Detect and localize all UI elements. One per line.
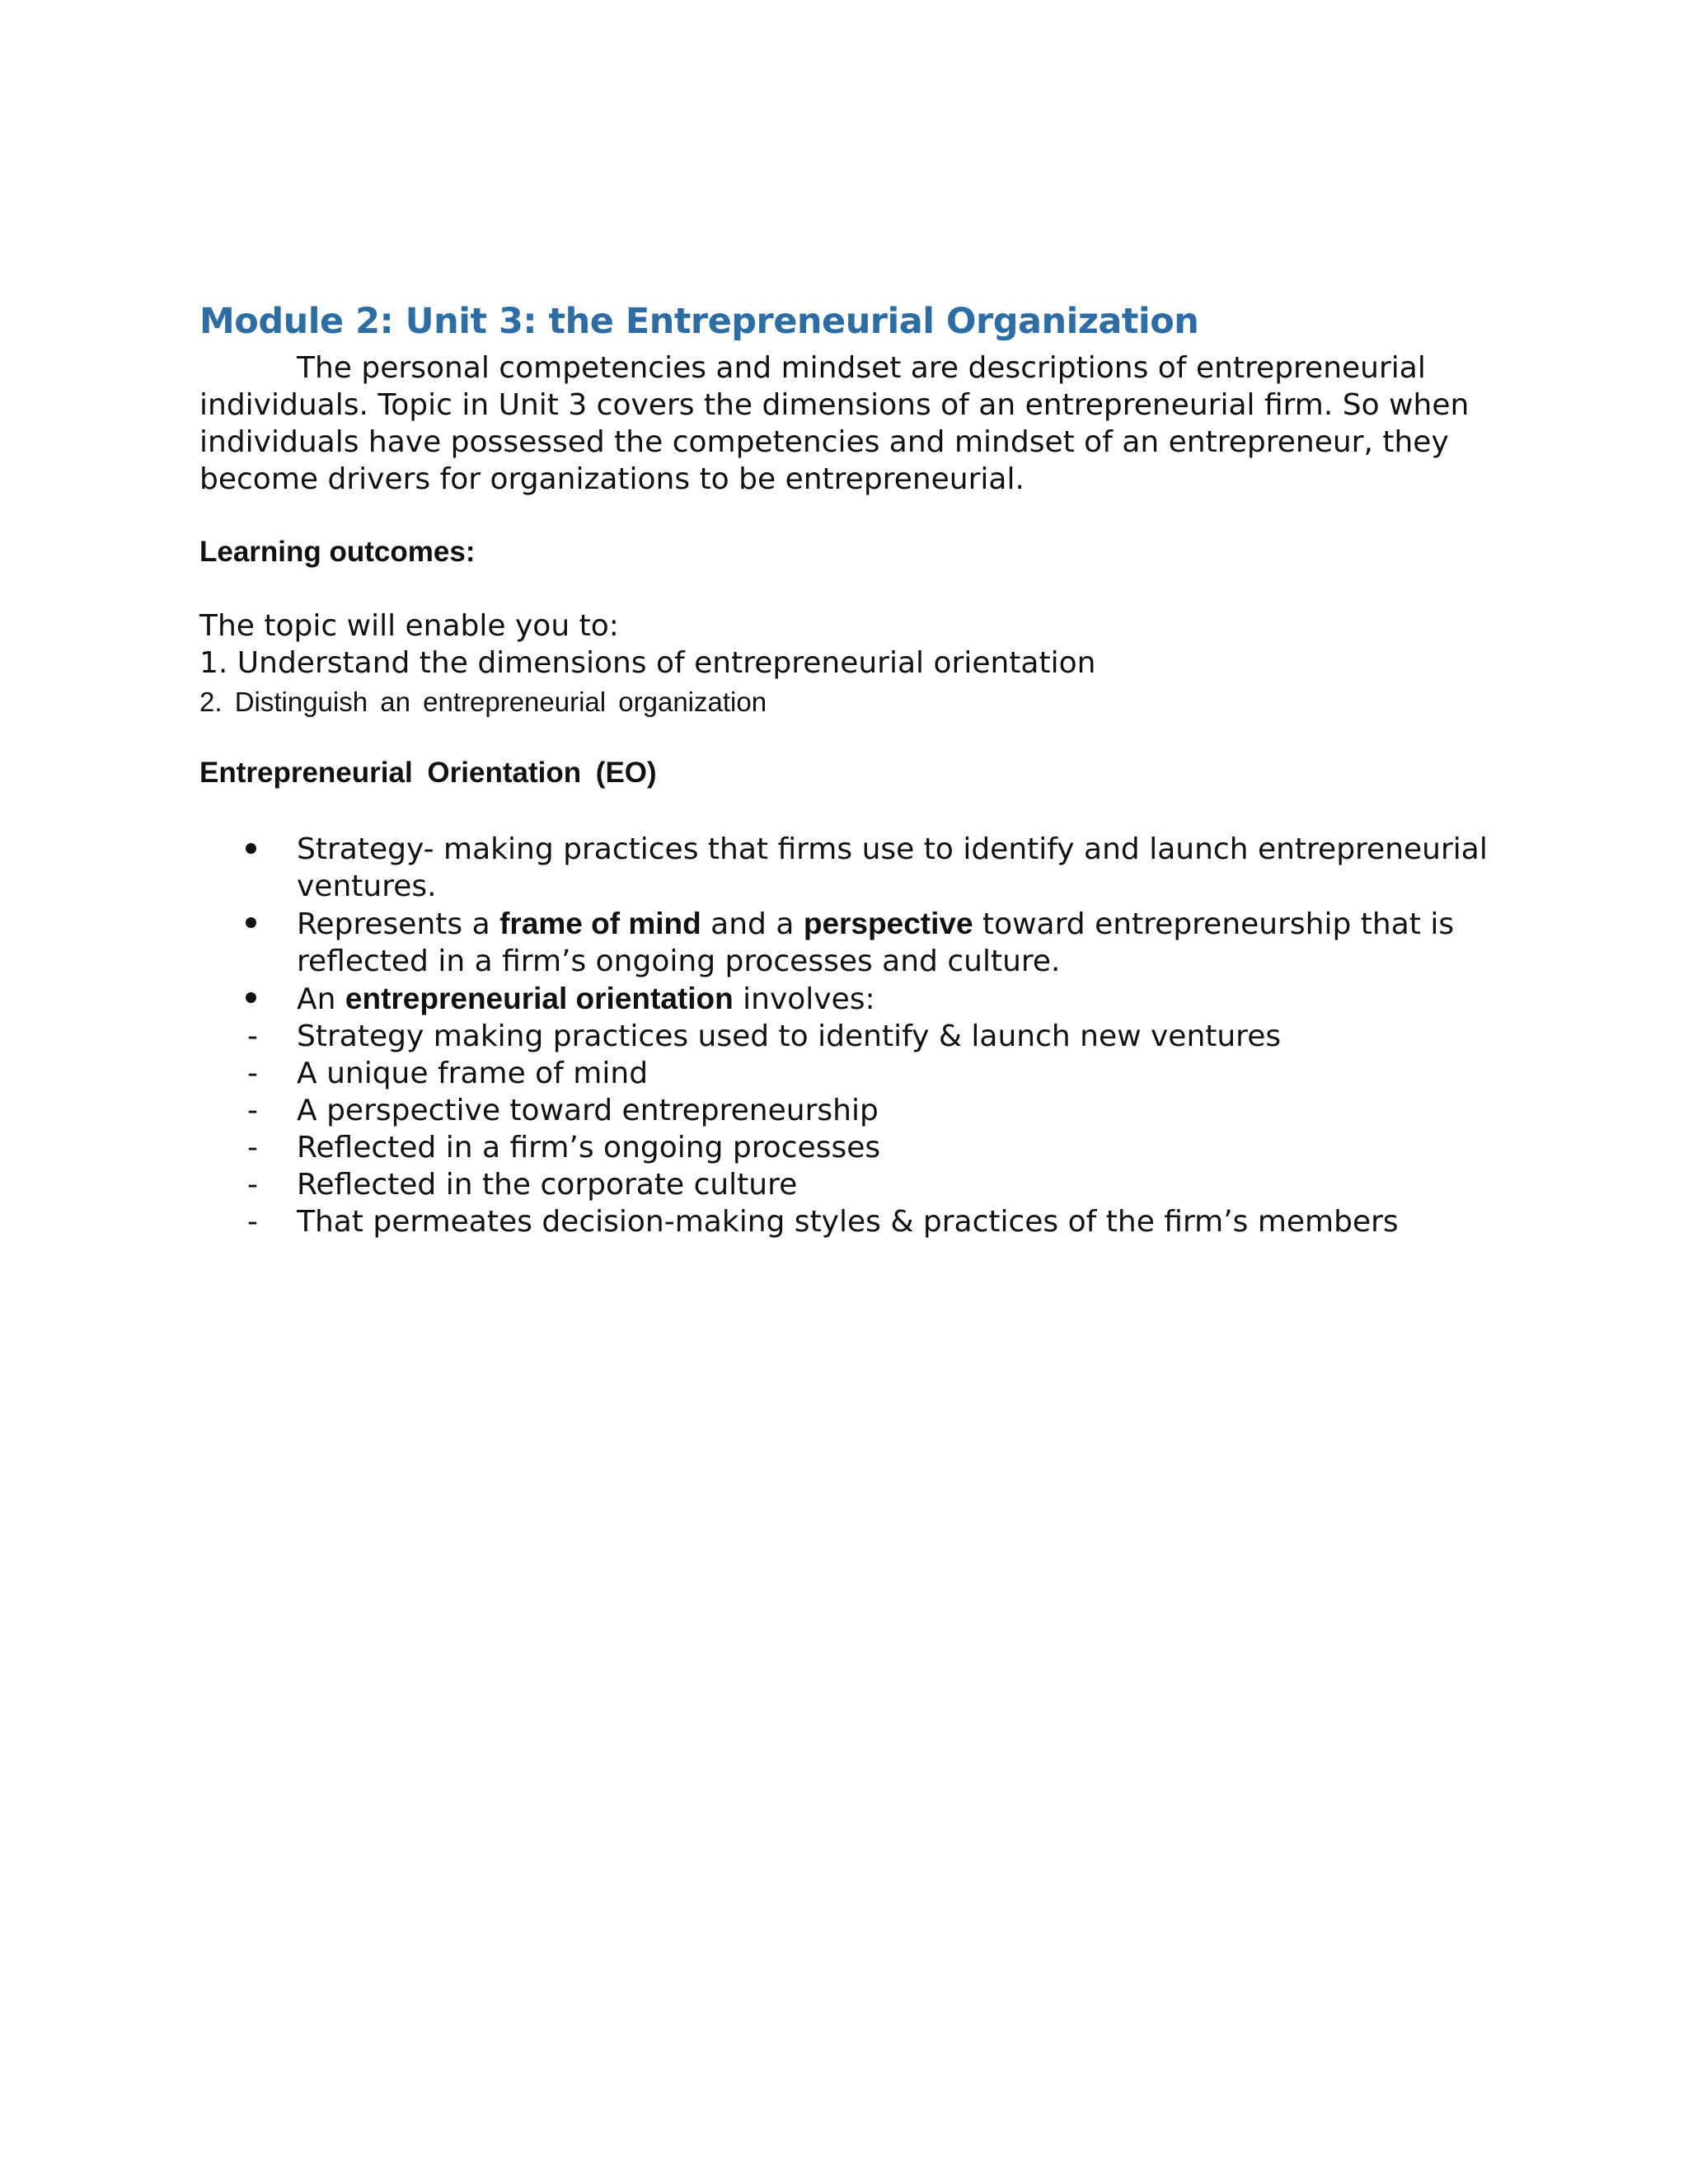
bullet-icon <box>246 917 256 928</box>
eo-bullet-list <box>199 831 1488 1240</box>
emphasis-perspective: perspective <box>803 907 973 940</box>
sub-list-item: - A unique frame of mind <box>247 1057 649 1090</box>
eo-heading: Entrepreneurial Orientation (EO) <box>199 757 657 789</box>
sub-list-item: - Strategy making practices used to identify & launch new ventures <box>247 1019 1282 1053</box>
eo-sub-list <box>247 1018 1485 1240</box>
emphasis-frame-of-mind: frame of mind <box>499 907 701 940</box>
sub-list-item: - Reflected in the corporate culture <box>247 1168 798 1202</box>
list-item: An entrepreneurial orientation involves: - Strategy making practices used to identify & launch new ventures - A unique frame of mind - A perspective toward entrepreneurship - Reflected in a firm’s ongoing processes - Reflected in the corporate culture - That permeates decision-making styles & practices of the firm’s members <box>199 980 1485 1240</box>
sub-list-item: - Reflected in a firm’s ongoing processes <box>247 1131 881 1165</box>
intro-line: The personal competencies and mindset are descriptions of entrepreneurial <box>297 351 1426 385</box>
dash-marker: - <box>247 1168 258 1202</box>
intro-line: individuals have possessed the competencies and mindset of an entrepreneur, they <box>199 425 1449 459</box>
bullet-icon <box>246 992 256 1003</box>
intro-line: become drivers for organizations to be entrepreneurial. <box>199 462 1025 496</box>
page-title: Module 2: Unit 3: the Entrepreneurial Organization <box>199 301 1199 342</box>
list-item: Strategy- making practices that firms use to identify and launch entrepreneurial ventures. <box>199 831 1485 905</box>
emphasis-entrepreneurial-orientation: entrepreneurial orientation <box>345 982 734 1015</box>
dash-marker: - <box>247 1131 258 1165</box>
bullet-icon <box>246 843 256 854</box>
intro-paragraph <box>199 349 1469 498</box>
list-item: Represents a frame of mind and a perspective toward entrepreneurship that is reflected in a firm’s ongoing processes and culture. <box>199 905 1485 980</box>
dash-marker: - <box>247 1057 258 1090</box>
learning-outcomes-heading: Learning outcomes: <box>199 536 476 568</box>
dash-marker: - <box>247 1094 258 1127</box>
dash-marker: - <box>247 1019 258 1053</box>
sub-list-item: - That permeates decision-making styles & practices of the firm’s members <box>247 1205 1399 1239</box>
sub-list-item: - A perspective toward entrepreneurship <box>247 1094 879 1127</box>
intro-line: individuals. Topic in Unit 3 covers the dimensions of an entrepreneurial firm. So when <box>199 388 1470 422</box>
learning-outcome-item: 1. Understand the dimensions of entrepreneurial orientation <box>199 646 1096 680</box>
learning-outcomes-lead: The topic will enable you to: <box>199 609 619 643</box>
dash-marker: - <box>247 1205 258 1239</box>
learning-outcome-item: 2. Distinguish an entrepreneurial organization <box>199 687 767 717</box>
